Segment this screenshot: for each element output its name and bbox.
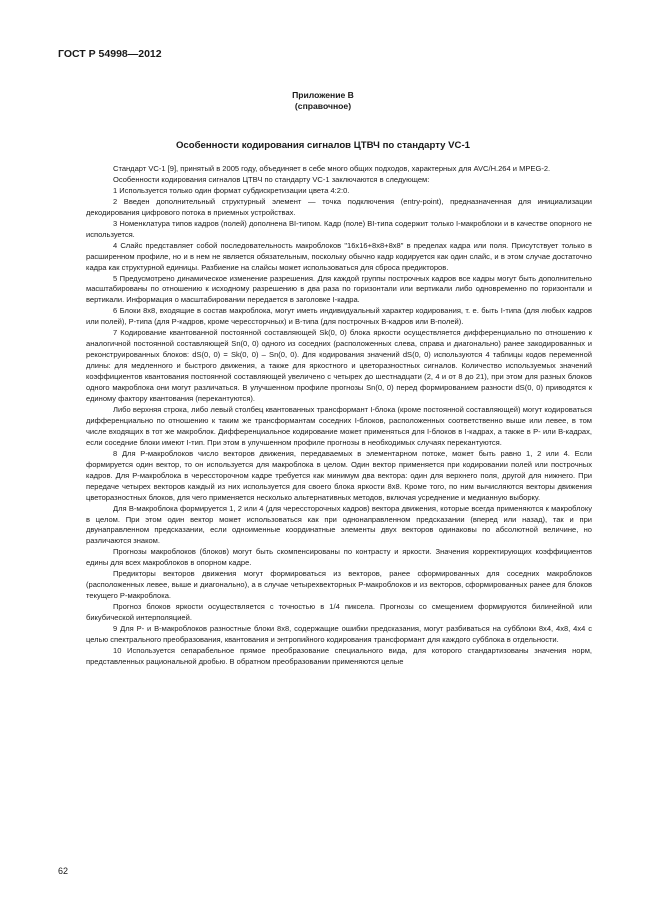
paragraph: Особенности кодирования сигналов ЦТВЧ по стандарту VC-1 заключаются в следующем: <box>113 174 430 184</box>
paragraph: 8 Для P-макроблоков число векторов движения, передаваемых в элементарном потоке, может быть равно 1, 2 или 4. Если формируется один вектор, то он используется для макроблока в целом. Один вектор применяется при кодировании полей или построчных кадров. Для P-макроблока в черессторочном кадре требуется как минимум два вектора: один для верхнего поля, другой для нижнего. При передаче четырех векторов каждый из них используется для своего блока яркости 8x8. Кроме того, по ним вычисляются векторы движения цветоразностных блоков, для чего применяется несколько альтернативных методов, включая усреднение и медианную выборку. <box>86 448 592 502</box>
paragraph: 2 Введен дополнительный структурный элемент — точка подключения (entry-point), предназначенная для инициализации декодирования цифрового потока в приемных устройствах. <box>86 196 592 217</box>
document-body <box>86 164 592 668</box>
paragraph: Предикторы векторов движения могут формироваться из векторов, ранее сформированных для соседних макроблоков (расположенных левее, выше и диагонально), а в случае четырехвекторных P-макроблоков и из векторов, сформированных ранее для блоков текущего P-макроблока. <box>86 569 592 601</box>
paragraph: 6 Блоки 8x8, входящие в состав макроблока, могут иметь индивидуальный характер кодирования, т. е. быть I-типа (для любых кадров или полей), P-типа (для P-кадров, кроме черессторчных) и B-типа (для построчных B-кадров или B-полей). <box>86 306 592 327</box>
paragraph: 9 Для P- и B-макроблоков разностные блоки 8x8, содержащие ошибки предсказания, могут разбиваться на субблоки 8x4, 4x8, 4x4 с целью спектрального преобразования, квантования и энтропийного кодирования трансформант для каждого субблока в отдельности. <box>86 624 592 644</box>
annex-kind: (справочное) <box>294 101 352 111</box>
paragraph: 10 Используется сепарабельное прямое преобразование специального вида, для которого стандартизованы значения норм, представленных рациональной дробью. В обратном преобразовании применяются целые <box>86 645 592 666</box>
paragraph: 5 Предусмотрено динамическое изменение разрешения. Для каждой группы построчных кадров все кадры могут быть дополнительно масштабированы по отношению к исходному разрешению в два раза по горизонтали или вертикали либо одновременно по горизонтали и вертикали. Информация о масштабировании передается в заголовке I-кадра. <box>86 273 592 305</box>
page-number: 62 <box>58 866 69 876</box>
paragraph: Либо верхняя строка, либо левый столбец квантованных трансформант I-блока (кроме постоянной составляющей) могут кодироваться дифференциально по отношению к таким же трансформантам соседних I-блоков, расположенных соответственно выше или левее, в том числе входящих в тот же макроблок. Дифференциальное кодирование может применяться для I-блоков в I-кадрах, а также в P- или B-кадрах, если соседние блоки имеют I-тип. При этом в улучшенном профиле прогнозы в необходимых случаях перекантуются. <box>86 404 592 447</box>
section-title: Особенности кодирования сигналов ЦТВЧ по стандарту VC-1 <box>175 140 471 151</box>
paragraph: 3 Номенклатура типов кадров (полей) дополнена BI-типом. Кадр (поле) BI-типа содержит только I-макроблоки и в качестве опорного не используется. <box>86 218 592 239</box>
paragraph: 1 Используется только один формат субдискретизации цвета 4:2:0. <box>113 185 350 195</box>
paragraph: 4 Слайс представляет собой последовательность макроблоков "16x16+8x8+8x8" в пределах кадра или поля. Присутствует только в расширенном профиле, но и в нем не является обязательным, поскольку обычно кадр кодируется как один слайс, и в этом случае достаточно кадра как структурной единицы. Разбиение на слайсы может использоваться для сброса предикторов. <box>86 240 592 272</box>
paragraph: Прогноз блоков яркости осуществляется с точностью в 1/4 пиксела. Прогнозы со смещением формируются билинейной или бикубической интерполяцией. <box>86 602 592 623</box>
paragraph: Прогнозы макроблоков (блоков) могут быть скомпенсированы по контрасту и яркости. Значения корректирующих коэффициентов едины для всех макроблоков в опорном кадре. <box>86 547 592 568</box>
standard-header: ГОСТ Р 54998—2012 <box>58 48 162 60</box>
paragraph: Стандарт VC-1 [9], принятый в 2005 году, объединяет в себе много общих подходов, характерных для AVC/H.264 и MPEG-2. <box>113 164 551 173</box>
annex-title: Приложение В <box>292 90 354 100</box>
paragraph: 7 Кодирование квантованной постоянной составляющей Sk(0, 0) блока яркости осуществляется дифференциально по отношению к аналогичной постоянной составляющей Sn(0, 0) одного из соседних (расположенных слева, справа и диагонально) ранее закодированных и реконструированных блоков: dS(0, 0) = Sk(0, 0) – Sn(0, 0). Для кодирования значений dS(0, 0) используются 4 таблицы кодов переменной длины: для медленного и быстрого движения, а также для яркостного и цветоразностных сигналов. Количество используемых значений коэффициентов квантования постоянной составляющей увеличено с четырех до шестнадцати (2, 4 и от 8 до 21), при этом для разных блоков одного макроблока они могут различаться. В улучшенном профиле прогнозы Sn(0, 0) перед формированием разности dS(0, 0) приводятся к единому фактору квантования (перекантуются). <box>86 328 592 404</box>
paragraph: Для B-макроблока формируется 1, 2 или 4 (для черессторочных кадров) вектора движения, которые всегда применяются к макроблоку в целом. При этом один вектор может использоваться как при однонаправленном предсказании (вперед или назад), так и при двунаправленном предсказании, если одноименные координатные элементы двух векторов одинаковы по абсолютной величине, но различаются знаком. <box>86 503 592 546</box>
